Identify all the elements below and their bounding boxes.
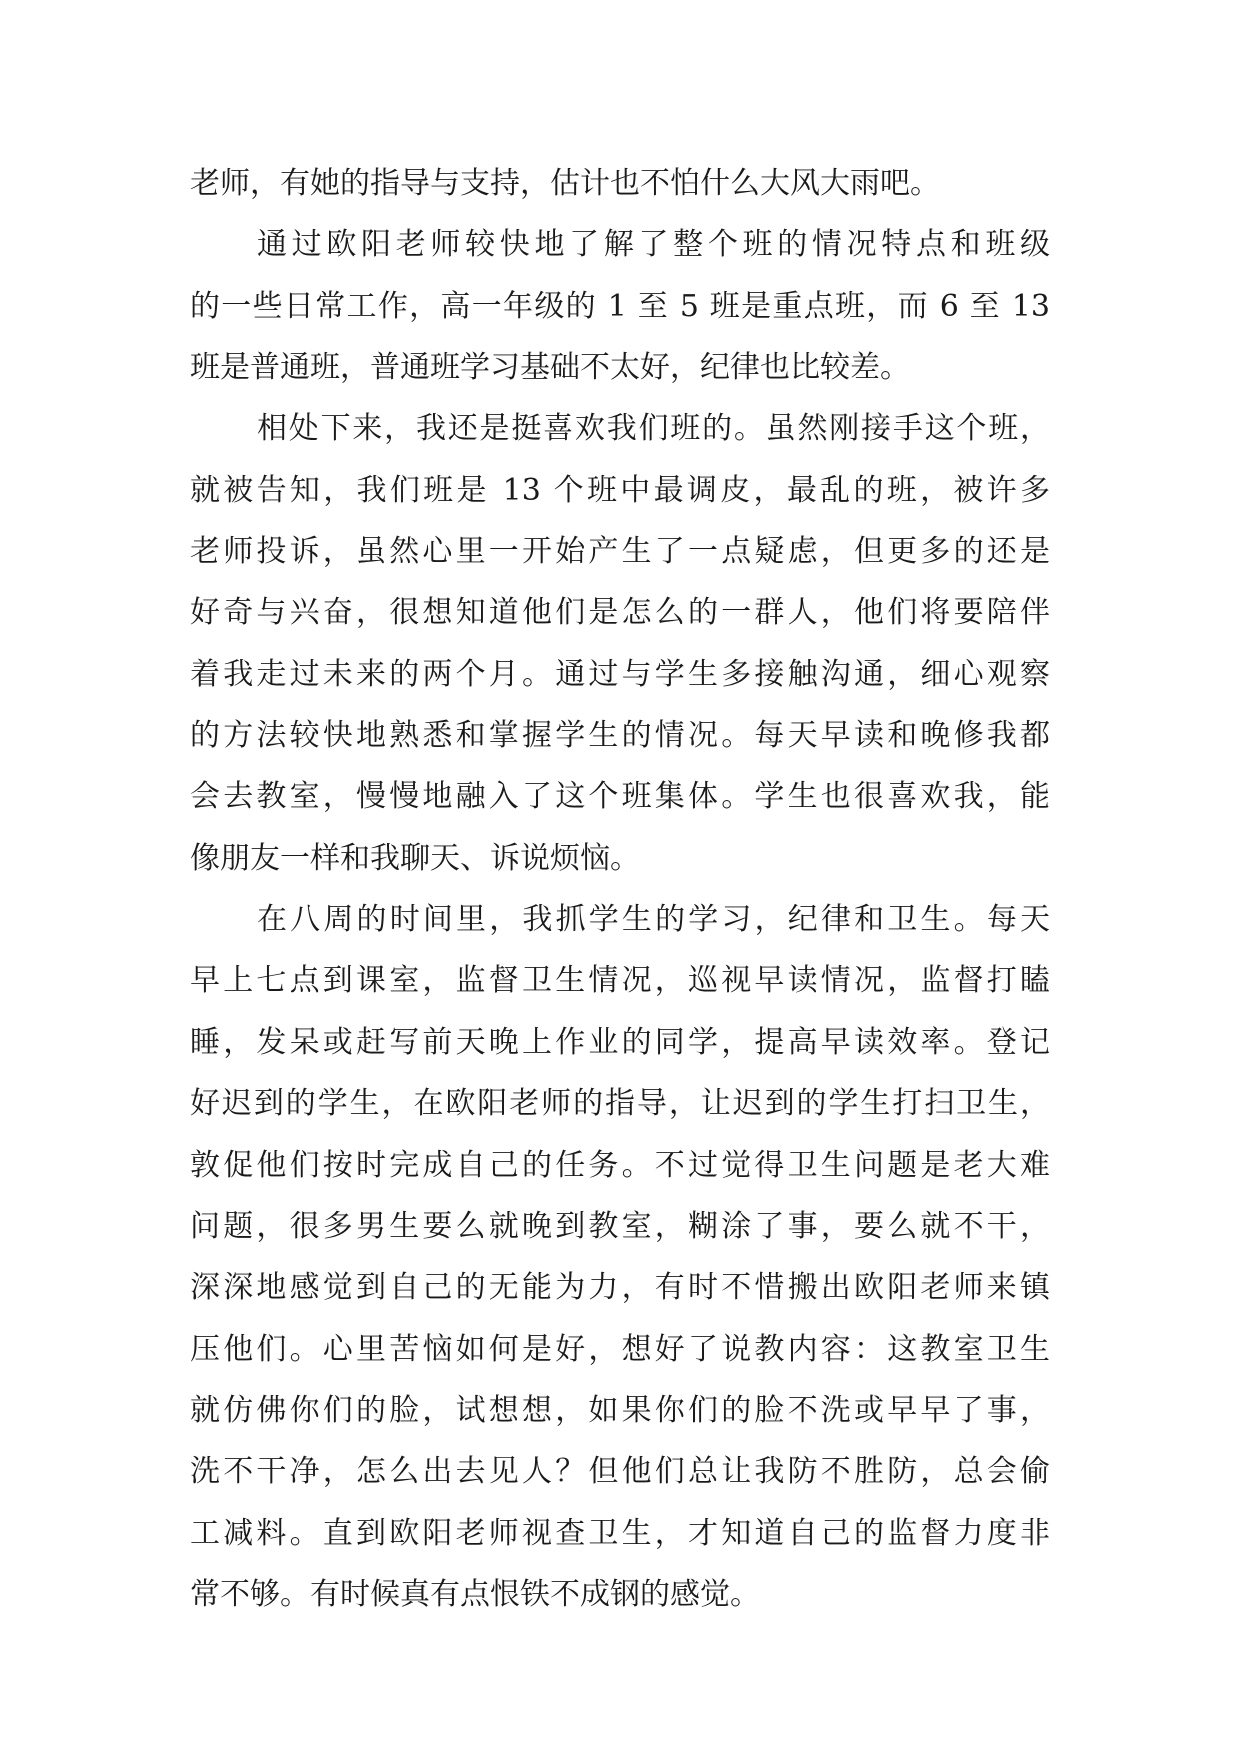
paragraph-line: 老师，有她的指导与支持，估计也不怕什么大风大雨吧。 [190,166,940,201]
paragraph-line: 好奇与兴奋，很想知道他们是怎么的一群人，他们将要陪伴 [190,595,1050,631]
paragraph-line: 问题，很多男生要么就晚到教室，糊涂了事，要么就不干， [190,1208,1050,1244]
paragraph-line: 像朋友一样和我聊天、诉说烦恼。 [190,840,640,876]
paragraph-line: 通过欧阳老师较快地了解了整个班的情况特点和班级 [257,227,1050,263]
paragraph-line: 在八周的时间里，我抓学生的学习，纪律和卫生。每天 [257,902,1050,938]
paragraph-line: 早上七点到课室，监督卫生情况，巡视早读情况，监督打瞌 [190,963,1050,999]
paragraph-line: 相处下来，我还是挺喜欢我们班的。虽然刚接手这个班， [257,411,1050,447]
text-body [190,153,1050,1625]
paragraph-line: 就仿佛你们的脸，试想想，如果你们的脸不洗或早早了事， [190,1392,1050,1428]
paragraph-line: 常不够。有时候真有点恨铁不成钢的感觉。 [190,1576,760,1612]
paragraph-line: 就被告知，我们班是 13 个班中最调皮，最乱的班，被许多 [190,472,1050,508]
paragraph-line: 的一些日常工作，高一年级的 1 至 5 班是重点班，而 6 至 13 [190,288,1050,324]
paragraph-line: 工减料。直到欧阳老师视查卫生，才知道自己的监督力度非 [190,1515,1050,1551]
paragraph-line: 压他们。心里苦恼如何是好，想好了说教内容：这教室卫生 [190,1331,1050,1367]
paragraph-line: 着我走过未来的两个月。通过与学生多接触沟通，细心观察 [190,656,1050,692]
paragraph-line: 班是普通班，普通班学习基础不太好，纪律也比较差。 [190,350,910,386]
paragraph-line: 会去教室，慢慢地融入了这个班集体。学生也很喜欢我，能 [190,779,1050,815]
paragraph-line: 敦促他们按时完成自己的任务。不过觉得卫生问题是老大难 [190,1147,1050,1183]
paragraph-line: 洗不干净，怎么出去见人？但他们总让我防不胜防，总会偷 [190,1454,1050,1490]
paragraph-line: 老师投诉，虽然心里一开始产生了一点疑虑，但更多的还是 [190,534,1050,570]
paragraph-line: 好迟到的学生，在欧阳老师的指导，让迟到的学生打扫卫生， [190,1086,1050,1122]
paragraph-line: 的方法较快地熟悉和掌握学生的情况。每天早读和晚修我都 [190,718,1050,754]
paragraph-line: 深深地感觉到自己的无能为力，有时不惜搬出欧阳老师来镇 [190,1270,1050,1306]
paragraph-line: 睡，发呆或赶写前天晚上作业的同学，提高早读效率。登记 [190,1024,1050,1060]
